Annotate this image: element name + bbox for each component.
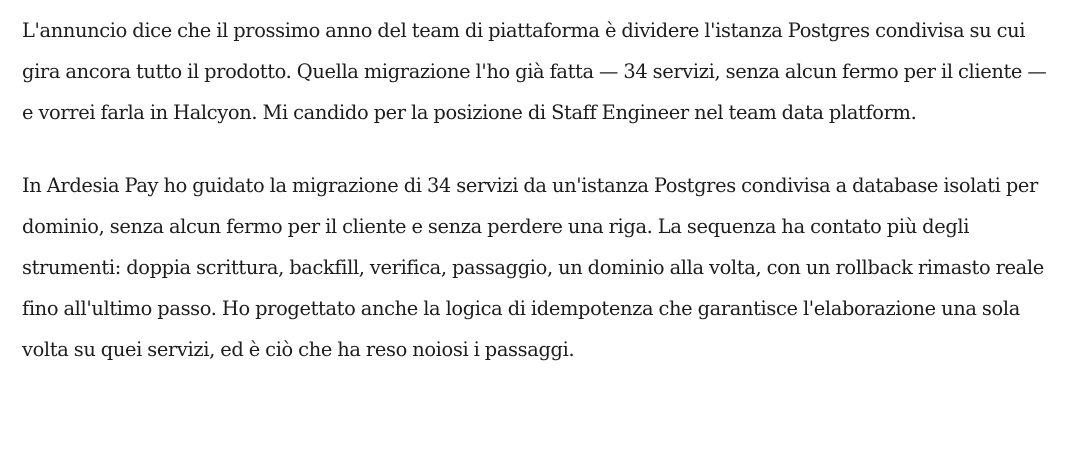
opening-paragraph: L'annuncio dice che il prossimo anno del team di piattaforma è dividere l'istanza Postgres condivisa su cui gira ancora tutto il prodotto. Quella migrazione l'ho già fatta — 34 servizi, senza alcun fermo per il cliente — e vorrei farla in Halcyon. Mi candido per la posizione di Staff Engineer nel team data platform. <box>22 19 1047 124</box>
letter-body <box>22 10 1052 370</box>
experience-paragraph: In Ardesia Pay ho guidato la migrazione di 34 servizi da un'istanza Postgres condivisa a database isolati per dominio, senza alcun fermo per il cliente e senza perdere una riga. La sequenza ha contato più degli strumenti: doppia scrittura, backfill, verifica, passaggio, un dominio alla volta, con un rollback rimasto reale fino all'ultimo passo. Ho progettato anche la logica di idempotenza che garantisce l'elaborazione una sola volta su quei servizi, ed è ciò che ha reso noiosi i passaggi. <box>22 174 1044 361</box>
